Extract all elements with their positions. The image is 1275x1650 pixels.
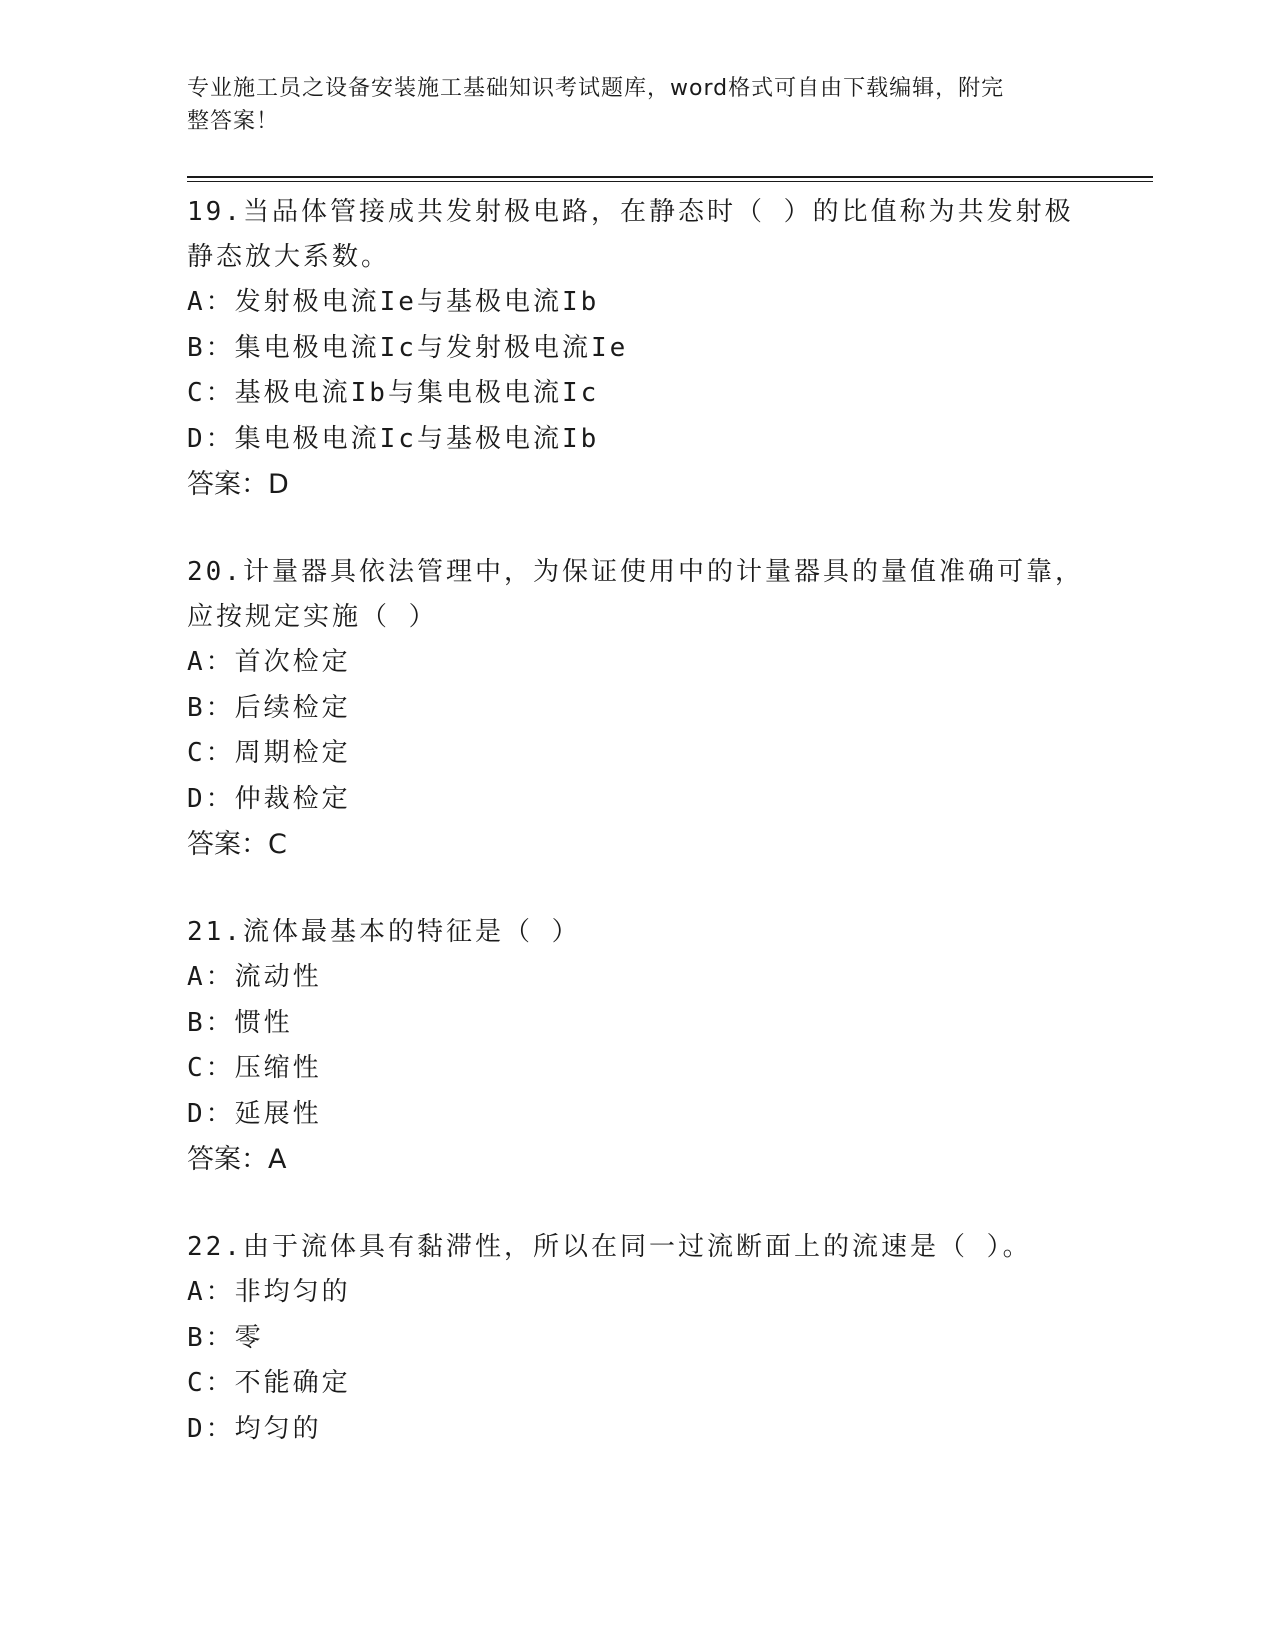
option-c: C：压缩性 bbox=[187, 1053, 322, 1083]
question-20 bbox=[187, 550, 1087, 867]
answer: 答案：A bbox=[187, 1144, 287, 1175]
question-stem-line-2: 静态放大系数。 bbox=[187, 242, 391, 272]
question-list bbox=[187, 190, 1087, 1452]
document-header bbox=[187, 72, 1067, 138]
question-stem-line-1: 22.由于流体具有黏滞性，所以在同一过流断面上的流速是（ ）。 bbox=[187, 1232, 1032, 1262]
question-stem-line-1: 21.流体最基本的特征是（ ） bbox=[187, 917, 581, 947]
question-21 bbox=[187, 910, 1087, 1182]
header-line-2: 整答案！ bbox=[187, 109, 280, 134]
question-spacer bbox=[187, 507, 1087, 550]
option-b: B：惯性 bbox=[187, 1007, 293, 1038]
question-spacer bbox=[187, 1182, 1087, 1225]
option-a: A：流动性 bbox=[187, 962, 322, 992]
option-b: B：集电极电流Ic与发射极电流Ie bbox=[187, 332, 629, 363]
option-d: D：均匀的 bbox=[187, 1413, 322, 1444]
option-c: C：基极电流Ib与集电极电流Ic bbox=[187, 378, 600, 408]
header-divider-thin bbox=[187, 181, 1153, 182]
question-stem-line-1: 20.计量器具依法管理中，为保证使用中的计量器具的量值准确可靠， bbox=[187, 557, 1084, 587]
question-stem-line-2: 应按规定实施（ ） bbox=[187, 602, 438, 632]
option-a: A：发射极电流Ie与基极电流Ib bbox=[187, 287, 600, 317]
answer: 答案：D bbox=[187, 469, 289, 500]
option-c: C：不能确定 bbox=[187, 1368, 351, 1398]
option-a: A：首次检定 bbox=[187, 647, 351, 677]
answer: 答案：C bbox=[187, 829, 287, 860]
option-b: B：零 bbox=[187, 1322, 264, 1353]
header-divider-thick bbox=[187, 176, 1153, 178]
question-19 bbox=[187, 190, 1087, 507]
question-22 bbox=[187, 1225, 1087, 1452]
option-a: A：非均匀的 bbox=[187, 1277, 351, 1307]
option-b: B：后续检定 bbox=[187, 692, 351, 723]
option-c: C：周期检定 bbox=[187, 738, 351, 768]
header-line-1: 专业施工员之设备安装施工基础知识考试题库，word格式可自由下载编辑，附完 bbox=[187, 76, 1005, 101]
option-d: D：集电极电流Ic与基极电流Ib bbox=[187, 423, 600, 454]
option-d: D：延展性 bbox=[187, 1098, 322, 1129]
question-spacer bbox=[187, 867, 1087, 910]
question-stem-line-1: 19.当品体管接成共发射极电路，在静态时（ ）的比值称为共发射极 bbox=[187, 197, 1074, 227]
option-d: D：仲裁检定 bbox=[187, 783, 351, 814]
